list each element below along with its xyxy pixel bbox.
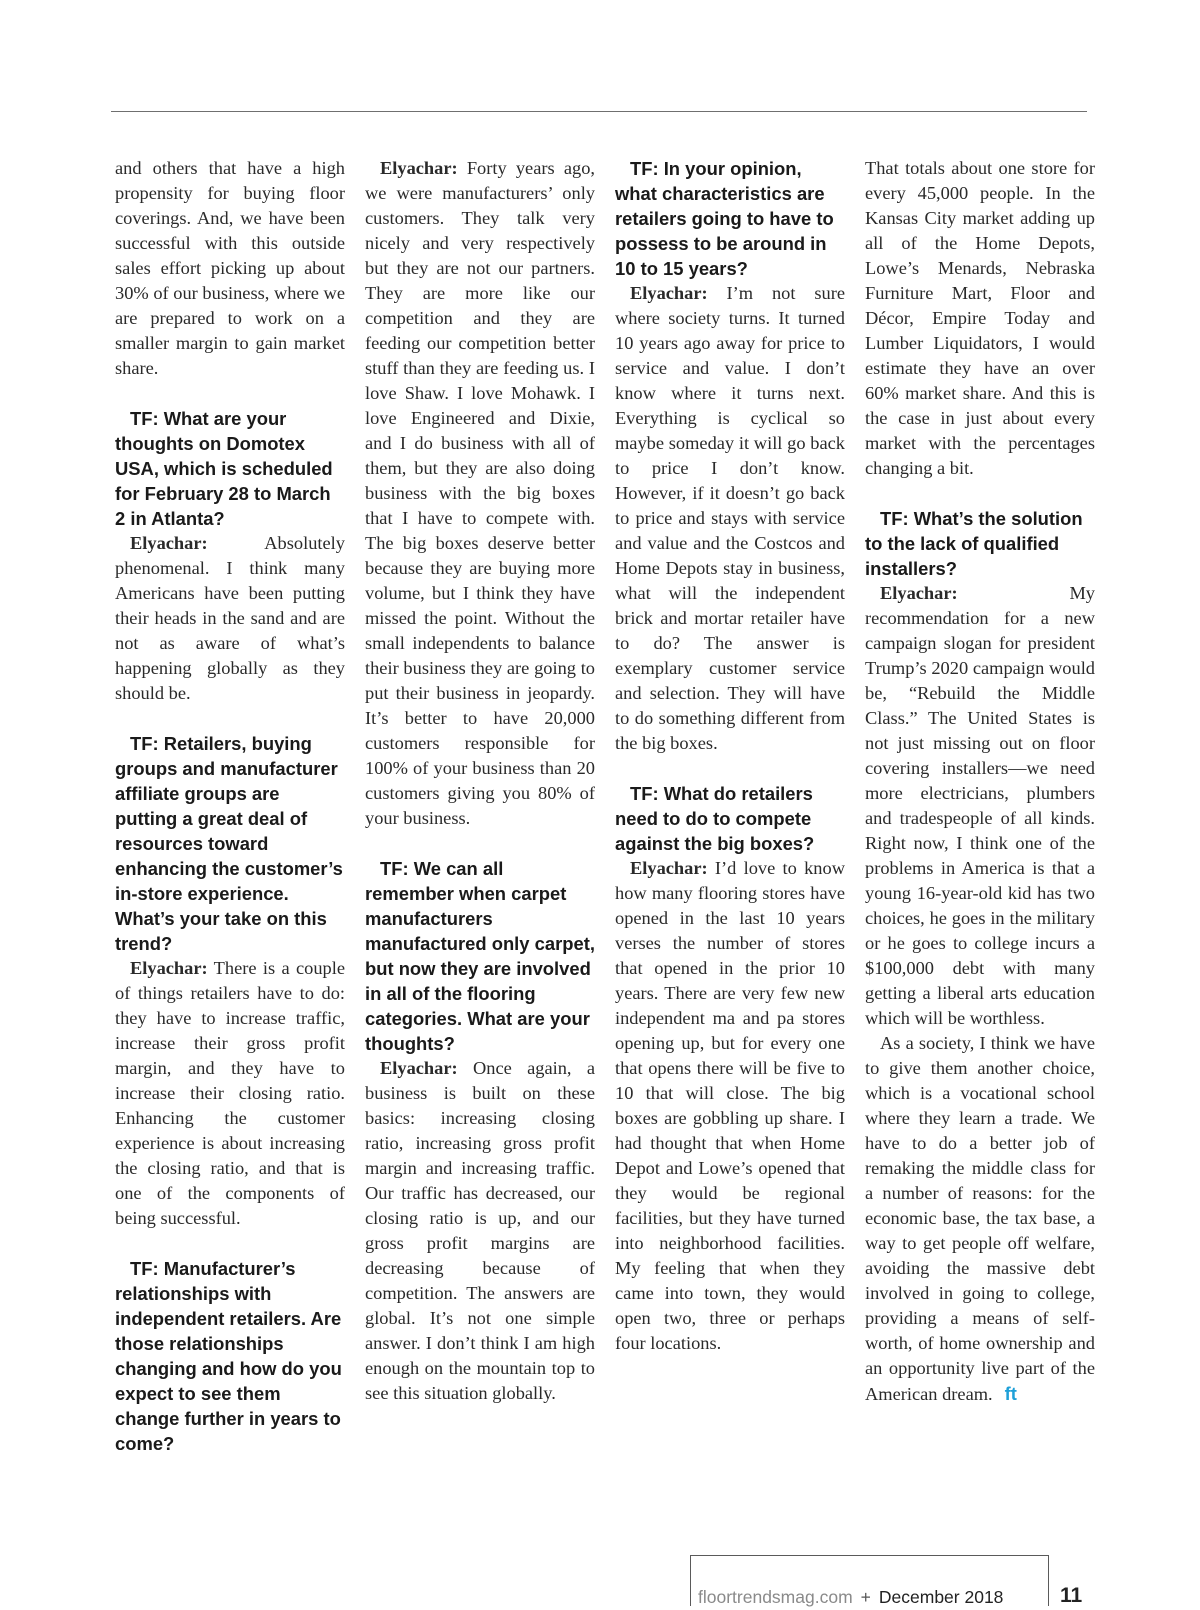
speaker-label: Elyachar: — [630, 858, 708, 878]
question-heading: TF: Manufacturer’s relationships with independent retailers. Are those relationships changing and how do you expect to see them change further in years to come? — [115, 1258, 342, 1454]
answer-text: I’d love to know how many flooring stores have opened in the last 10 years verses the number of stores that opened in the prior 10 years. There are very few new independent ma and pa stores opening up, but for every one that opens there will be five to 10 that will close. The big boxes are gobbling up share. I had thought that when Home Depot and Lowe’s opened that they would be regional facilities, but they have turned into neighborhood facilities. My feeling that when they came into town, they would open two, three or perhaps four locations. — [615, 858, 845, 1353]
question-heading: TF: What do retailers need to do to compete against the big boxes? — [615, 783, 815, 854]
speaker-label: Elyachar: — [130, 533, 208, 553]
speaker-label: Elyachar: — [880, 583, 958, 603]
footer-date: December 2018 — [878, 1587, 1004, 1607]
top-rule — [111, 111, 1087, 112]
question-heading: TF: In your opinion, what characteristics are retailers going to have to possess to be around in 10 to 15 years? — [615, 158, 834, 279]
column-3 — [615, 156, 845, 1356]
speaker-label: Elyachar: — [130, 958, 208, 978]
end-mark-ft-logo: ft — [1004, 1383, 1017, 1404]
answer-paragraph — [365, 1056, 595, 1406]
answer-text: I’m not sure where society turns. It turned 10 years ago away for price to service and value. I don’t know where it turns next. Everything is cyclical so maybe someday it will go back to price I don’t know. However, if it doesn’t go back to price and stays with service and value and the Costcos and Home Depots stay in business, what will the independent brick and mortar retailer have to do? The answer is exemplary customer service and selection. They will have to do something different from the big boxes. — [615, 283, 845, 753]
answer-text: There is a couple of things retailers have to do: they have to increase traffic, increase their gross profit margin, and they have to increase their closing ratio. Enhancing the customer experience is about increasing the closing ratio, and that is one of the components of being successful. — [115, 958, 346, 1228]
question-heading: TF: Retailers, buying groups and manufacturer affiliate groups are putting a great deal of resources toward enhancing the customer’s in-store experience. What’s your take on this trend? — [115, 733, 343, 954]
answer-text: Absolutely phenomenal. I think many Americans have been putting their heads in the sand and are not as aware of what’s happening globally as they should be. — [115, 533, 345, 703]
question-heading: TF: What are your thoughts on Domotex USA, which is scheduled for February 28 to March 2 in Atlanta? — [115, 408, 333, 529]
footer-folio — [698, 1587, 1003, 1608]
answer-text: Forty years ago, we were manufacturers’ only customers. They talk very nicely and very respectively but they are not our partners. They are more like our competition and they are feeding our competition better stuff than they are feeding us. I love Shaw. I love Mohawk. I love Engineered and Dixie, and I do business with all of them, but they are also doing business with the big boxes that I have to compete with. The big boxes deserve better because they are buying more volume, but I think they have missed the point. Without the small independents to balance their business they are going to put their business in jeopardy. It’s better to have 20,000 customers responsible for 100% of your business than 20 customers giving you 80% of your business. — [365, 158, 595, 828]
paragraph: and others that have a high propensity for buying floor coverings. And, we have been successful with this outside sales effort picking up about 30% of our business, where we are prepared to work on a smaller margin to gain market share. — [115, 158, 345, 378]
answer-paragraph — [615, 856, 845, 1356]
answer-paragraph — [365, 156, 595, 831]
column-2 — [365, 156, 595, 1406]
answer-paragraph — [115, 956, 345, 1231]
question-heading: TF: What’s the solution to the lack of qualified installers? — [865, 508, 1083, 579]
paragraph: That totals about one store for every 45,000 people. In the Kansas City market adding up all of the Home Depots, Lowe’s Menards, Nebraska Furniture Mart, Floor and Décor, Empire Today and Lumber Liquidators, I would estimate they have an over 60% market share. And this is the case in just about every market with the percentages changing a bit. — [865, 158, 1095, 478]
speaker-label: Elyachar: — [380, 1058, 458, 1078]
page-number: 11 — [1060, 1584, 1083, 1607]
answer-paragraph — [615, 281, 845, 756]
answer-text: Once again, a business is built on these basics: increasing closing ratio, increasing gross profit margin and increasing traffic. Our traffic has decreased, our closing ratio is up, and our gross profit margins are decreasing because of competition. The answers are global. It’s not one simple answer. I don’t think I am high enough on the mountain top to see this situation globally. — [365, 1058, 595, 1403]
answer-text: My recommendation for a new campaign slogan for president Trump’s 2020 campaign would be, “Rebuild the Middle Class.” The United States is not just missing out on floor covering installers—we need more electricians, plumbers and tradespeople of all kinds. Right now, I think one of the problems in America is that a young 16-year-old kid has two choices, he goes in the military or he goes to college incurs a $100,000 debt with many getting a liberal arts education which will be worthless. — [865, 583, 1095, 1028]
speaker-label: Elyachar: — [630, 283, 708, 303]
question-heading: TF: We can all remember when carpet manufacturers manufactured only carpet, but now they are involved in all of the flooring categories. What are your thoughts? — [365, 858, 595, 1054]
answer-paragraph — [115, 531, 345, 706]
speaker-label: Elyachar: — [380, 158, 458, 178]
paragraph-text: As a society, I think we have to give them another choice, which is a vocational school where they learn a trade. We have to do a better job of remaking the middle class for a number of reasons: for the economic base, the tax base, a way to get people off welfare, avoiding the massive debt involved in going to college, providing a means of self-worth, of home ownership and an opportunity live part of the American dream. — [865, 1033, 1095, 1404]
footer-site: floortrendsmag.com — [698, 1587, 853, 1607]
answer-paragraph — [865, 581, 1095, 1031]
footer-separator: + — [860, 1587, 871, 1607]
column-4 — [865, 156, 1095, 1407]
paragraph — [865, 1031, 1095, 1407]
column-1 — [115, 156, 345, 1456]
